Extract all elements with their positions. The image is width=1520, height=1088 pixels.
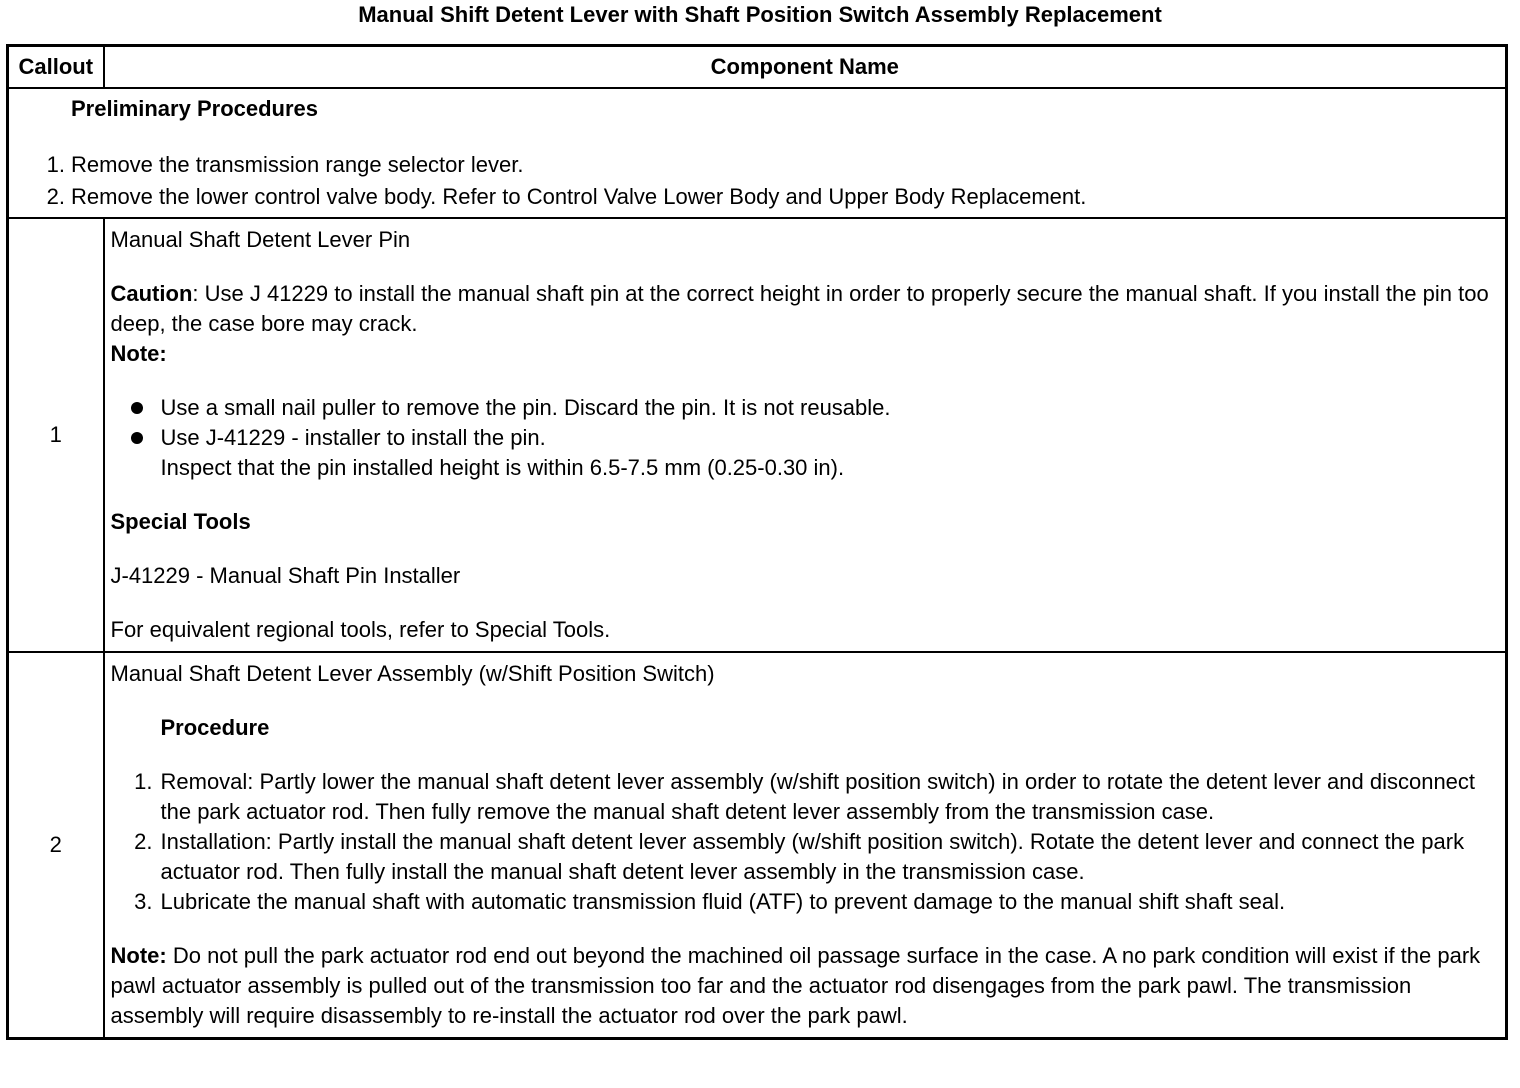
list-item: 2. Remove the lower control valve body. Refer to Control Valve Lower Body and Upper Body Replacement.: [46, 184, 1087, 209]
table-header-row: [8, 46, 1507, 89]
list-item: Use J-41229 - installer to install the pin. Inspect that the pin installed height is within 6.5-7.5 mm (0.25-0.30 in).: [111, 423, 1498, 483]
header-component-name: Component Name: [104, 46, 1507, 89]
preliminary-heading: Preliminary Procedures: [71, 96, 319, 121]
note-text: Note: Do not pull the park actuator rod end out beyond the machined oil passage surface in the case. A no park condition will exist if the park pawl actuator assembly is pulled out of the transmission too far and the actuator rod disengages from the park pawl. The transmission assembly will require disassembly to re-install the actuator rod over the park pawl.: [110, 943, 1481, 1028]
bullet-icon: [111, 393, 161, 423]
callout-cell: 1: [8, 218, 104, 652]
list-item: 1. Remove the transmission range selector lever.: [46, 152, 524, 177]
list-item: 2. Installation: Partly install the manual shaft detent lever assembly (w/shift position switch). Rotate the detent lever and connect the park actuator rod. Then fully install the manual shaft detent lever assembly in the transmission case.: [134, 829, 1465, 884]
component-name: Manual Shaft Detent Lever Assembly (w/Shift Position Switch): [110, 661, 715, 686]
caution-text: Caution: Use J 41229 to install the manual shaft pin at the correct height in order to properly secure the manual shaft. If you install the pin too deep, the case bore may crack.: [110, 281, 1489, 336]
special-tools-heading: Special Tools: [110, 509, 251, 534]
list-item: 1. Removal: Partly lower the manual shaft detent lever assembly (w/shift position switch) in order to rotate the detent lever and disconnect the park actuator rod. Then fully remove the manual shaft detent lever assembly from the transmission case.: [134, 769, 1476, 824]
document-title: Manual Shift Detent Lever with Shaft Position Switch Assembly Replacement: [358, 2, 1162, 27]
procedure-table: [6, 44, 1508, 1040]
header-callout: Callout: [8, 46, 104, 89]
note-label: Note:: [110, 341, 167, 366]
bullet-icon: [111, 423, 161, 483]
component-name: Manual Shaft Detent Lever Pin: [110, 227, 411, 252]
table-row: [8, 652, 1507, 1039]
special-tool-item: J-41229 - Manual Shaft Pin Installer: [110, 563, 461, 588]
procedure-heading: Procedure: [160, 715, 270, 740]
callout-cell: 2: [8, 652, 104, 1039]
regional-tools-text: For equivalent regional tools, refer to Special Tools.: [110, 617, 611, 642]
component-cell: [104, 218, 1507, 652]
list-item: 3. Lubricate the manual shaft with automatic transmission fluid (ATF) to prevent damage to the manual shift shaft seal.: [134, 889, 1286, 914]
preliminary-row: [8, 88, 1507, 218]
preliminary-cell: [8, 88, 1507, 218]
table-row: [8, 218, 1507, 652]
list-item: Use a small nail puller to remove the pin. Discard the pin. It is not reusable.: [111, 393, 1498, 423]
component-cell: [104, 652, 1507, 1039]
